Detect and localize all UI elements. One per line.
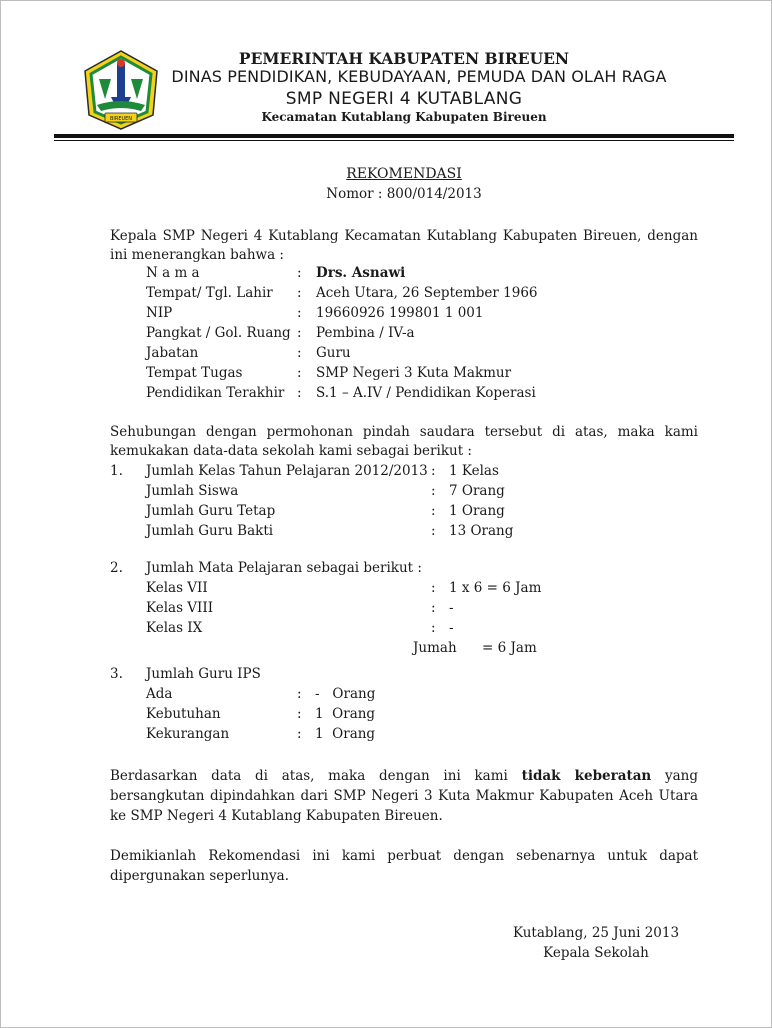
identity-label: NIP — [146, 305, 173, 321]
section-number: 2. — [110, 560, 123, 576]
identity-value-position: Guru — [316, 345, 351, 361]
section-3-value: 1 Orang — [315, 726, 376, 742]
letterhead-rule-thin — [54, 140, 734, 141]
document-title: REKOMENDASI — [346, 166, 462, 182]
section-2-label: Kelas VII — [146, 580, 208, 596]
section-2-label: Kelas IX — [146, 620, 203, 636]
section-number: 3. — [110, 666, 123, 682]
identity-label: N a m a — [146, 265, 200, 281]
section-3-sep: : — [297, 726, 302, 742]
section-1-value: 13 Orang — [449, 523, 514, 539]
identity-value-nip: 19660926 199801 1 001 — [316, 305, 484, 321]
signature-place-date: Kutablang, 25 Juni 2013 — [512, 925, 680, 941]
document-number: Nomor : 800/014/2013 — [326, 186, 482, 202]
section-1-value: 1 Orang — [449, 503, 505, 519]
signature-role: Kepala Sekolah — [543, 945, 649, 961]
section-1-value: 1 Kelas — [449, 463, 499, 479]
regency-logo — [81, 49, 161, 131]
section-3-value: 1 Orang — [315, 706, 376, 722]
section-3-label: Kekurangan — [146, 726, 230, 742]
section-1-sep: : — [431, 523, 436, 539]
section-3-sep: : — [297, 706, 302, 722]
identity-label: Pendidikan Terakhir — [146, 385, 285, 401]
section-3-sep: : — [297, 686, 302, 702]
identity-sep: : — [297, 385, 302, 401]
section-3-value: - Orang — [315, 686, 376, 702]
letterhead-line-3: SMP NEGERI 4 KUTABLANG — [285, 89, 523, 109]
section-2-total-label: Jumah — [413, 640, 457, 656]
intro-paragraph: Kepala SMP Negeri 4 Kutablang Kecamatan Kutablang Kabupaten Bireuen, dengan ini menerangkan bahwa : — [110, 228, 698, 263]
closing-paragraph-2-post: yang bersangkutan dipindahkan dari SMP Negeri 3 Kuta Makmur Kabupaten Aceh Utara ke SMP Negeri 4 Kutablang Kabupaten Bireuen. — [110, 768, 698, 824]
identity-label: Tempat Tugas — [146, 365, 243, 381]
section-1-label: Jumlah Guru Bakti — [146, 523, 274, 539]
letterhead-line-1: PEMERINTAH KABUPATEN BIREUEN — [238, 49, 570, 68]
identity-label: Jabatan — [146, 345, 199, 361]
section-1-value: 7 Orang — [449, 483, 505, 499]
identity-sep: : — [297, 365, 302, 381]
letterhead-line-4: Kecamatan Kutablang Kabupaten Bireuen — [261, 110, 547, 124]
section-1-label: Jumlah Guru Tetap — [146, 503, 276, 519]
section-3-heading: Jumlah Guru IPS — [146, 666, 261, 682]
closing-paragraph-2-pre: Berdasarkan data di atas, maka dengan ini kami — [110, 768, 508, 784]
section-3-label: Kebutuhan — [146, 706, 221, 722]
identity-sep: : — [297, 325, 302, 341]
letterhead-line-2: DINAS PENDIDIKAN, KEBUDAYAAN, PEMUDA DAN OLAH RAGA — [171, 67, 667, 86]
closing-paragraph-2-bold: tidak keberatan — [521, 768, 652, 784]
section-1-label: Jumlah Siswa — [146, 483, 239, 499]
section-2-sep: : — [431, 580, 436, 596]
identity-sep: : — [297, 265, 302, 281]
section-2-sep: : — [431, 620, 436, 636]
section-2-value: 1 x 6 = 6 Jam — [449, 580, 542, 596]
identity-value-rank: Pembina / IV-a — [316, 325, 415, 341]
identity-value-name: Drs. Asnawi — [316, 265, 406, 281]
section-1-sep: : — [431, 503, 436, 519]
body-paragraph-1: Sehubungan dengan permohonan pindah saudara tersebut di atas, maka kami kemukakan data-data sekolah kami sebagai berikut : — [110, 424, 698, 459]
section-2-sep: : — [431, 600, 436, 616]
closing-paragraph-3: Demikianlah Rekomendasi ini kami perbuat dengan sebenarnya untuk dapat dipergunakan seperlunya. — [110, 848, 698, 884]
bireuen-regency-emblem-icon — [81, 49, 161, 131]
closing-paragraph-2 — [110, 766, 698, 826]
section-2-heading: Jumlah Mata Pelajaran sebagai berikut : — [146, 560, 422, 576]
identity-sep: : — [297, 345, 302, 361]
section-2-value: - — [449, 600, 454, 616]
section-3-label: Ada — [146, 686, 173, 702]
identity-value-birth: Aceh Utara, 26 September 1966 — [316, 285, 538, 301]
identity-label: Pangkat / Gol. Ruang — [146, 325, 291, 341]
identity-sep: : — [297, 305, 302, 321]
logo-text: BIREUEN — [109, 116, 133, 122]
section-number: 1. — [110, 463, 123, 479]
identity-label: Tempat/ Tgl. Lahir — [146, 285, 273, 301]
identity-value-workplace: SMP Negeri 3 Kuta Makmur — [316, 365, 512, 381]
section-2-value: - — [449, 620, 454, 636]
section-1-sep: : — [431, 483, 436, 499]
identity-sep: : — [297, 285, 302, 301]
letterhead-rule-thick — [54, 134, 734, 138]
identity-value-education: S.1 – A.IV / Pendidikan Koperasi — [316, 385, 536, 401]
section-1-sep: : — [431, 463, 436, 479]
section-2-label: Kelas VIII — [146, 600, 214, 616]
section-2-total-value: = 6 Jam — [482, 640, 537, 656]
section-1-label: Jumlah Kelas Tahun Pelajaran 2012/2013 — [146, 463, 428, 479]
